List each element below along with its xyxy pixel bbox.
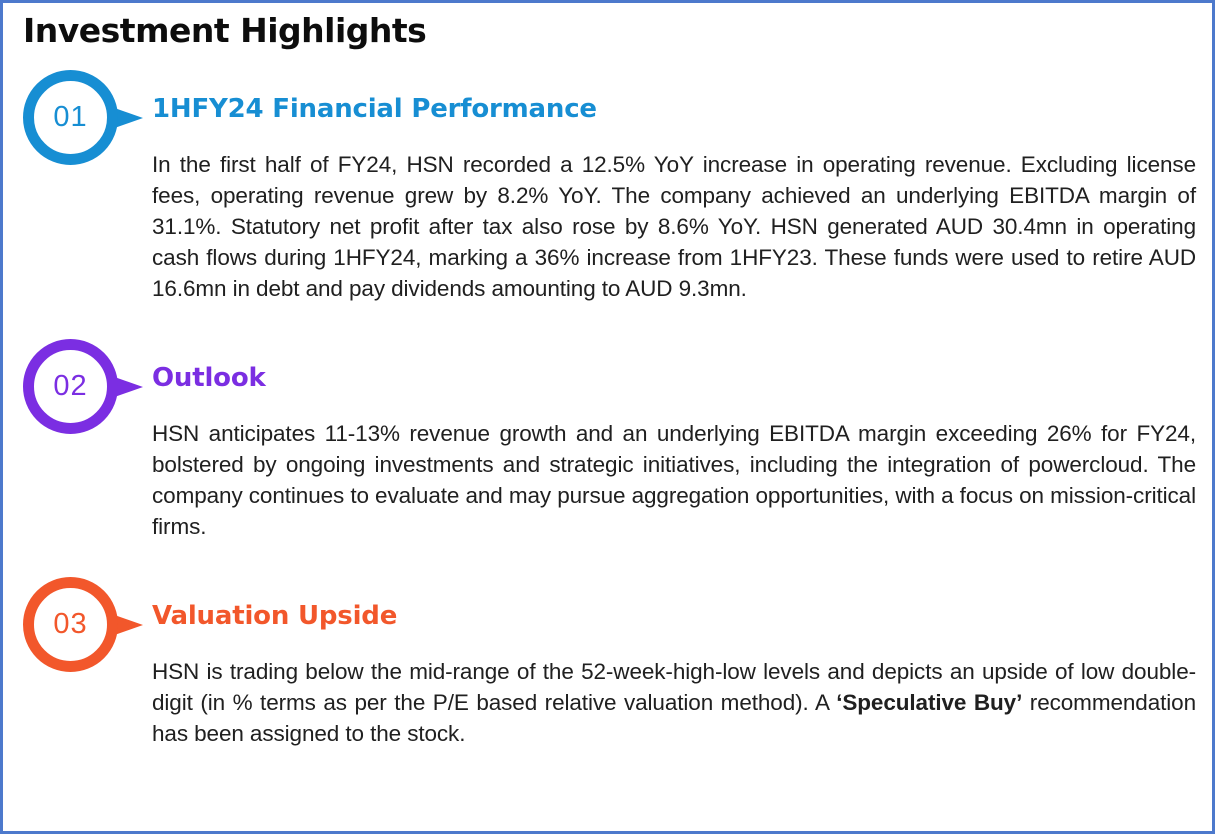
marker-column [23, 70, 152, 304]
page-title: Investment Highlights [23, 11, 427, 50]
section-content [152, 577, 1196, 749]
body-text-before: HSN is trading below the mid-range of the 52-week-high-low levels and depicts an upside of low double-digit (in % terms as per the P/E based relative valuation method). A [152, 659, 1196, 715]
section-outlook [23, 339, 1196, 542]
section-body: HSN anticipates 11-13% revenue growth and an underlying EBITDA margin exceeding 26% for FY24, bolstered by ongoing investments and strategic initiatives, including the integration of powercloud. The company continues to evaluate and may pursue aggregation opportunities, with a focus on mission-critical firms. [152, 421, 1196, 539]
marker-column [23, 339, 152, 542]
marker-number: 03 [23, 577, 118, 672]
marker-number: 02 [23, 339, 118, 434]
section-financial-performance [23, 70, 1196, 304]
body-text-after: recommendation has been assigned to the stock. [152, 690, 1196, 746]
numbered-pin-marker-02 [23, 339, 118, 434]
marker-column [23, 577, 152, 749]
section-content [152, 339, 1196, 542]
numbered-pin-marker-03 [23, 577, 118, 672]
section-body: In the first half of FY24, HSN recorded a 12.5% YoY increase in operating revenue. Excluding license fees, operating revenue grew by 8.2% YoY. The company achieved an underlying EBITDA margin of 31.1%. Statutory net profit after tax also rose by 8.6% YoY. HSN generated AUD 30.4mn in operating cash flows during 1HFY24, marking a 36% increase from 1HFY23. These funds were used to retire AUD 16.6mn in debt and pay dividends amounting to AUD 9.3mn. [152, 152, 1196, 301]
section-heading: Outlook [152, 363, 266, 393]
section-content [152, 70, 1196, 304]
marker-number: 01 [23, 70, 118, 165]
section-valuation-upside [23, 577, 1196, 749]
section-heading: Valuation Upside [152, 601, 398, 631]
numbered-pin-marker-01 [23, 70, 118, 165]
section-heading: 1HFY24 Financial Performance [152, 94, 597, 124]
section-body [152, 656, 1196, 749]
speculative-buy-recommendation: ‘Speculative Buy’ [836, 690, 1023, 715]
